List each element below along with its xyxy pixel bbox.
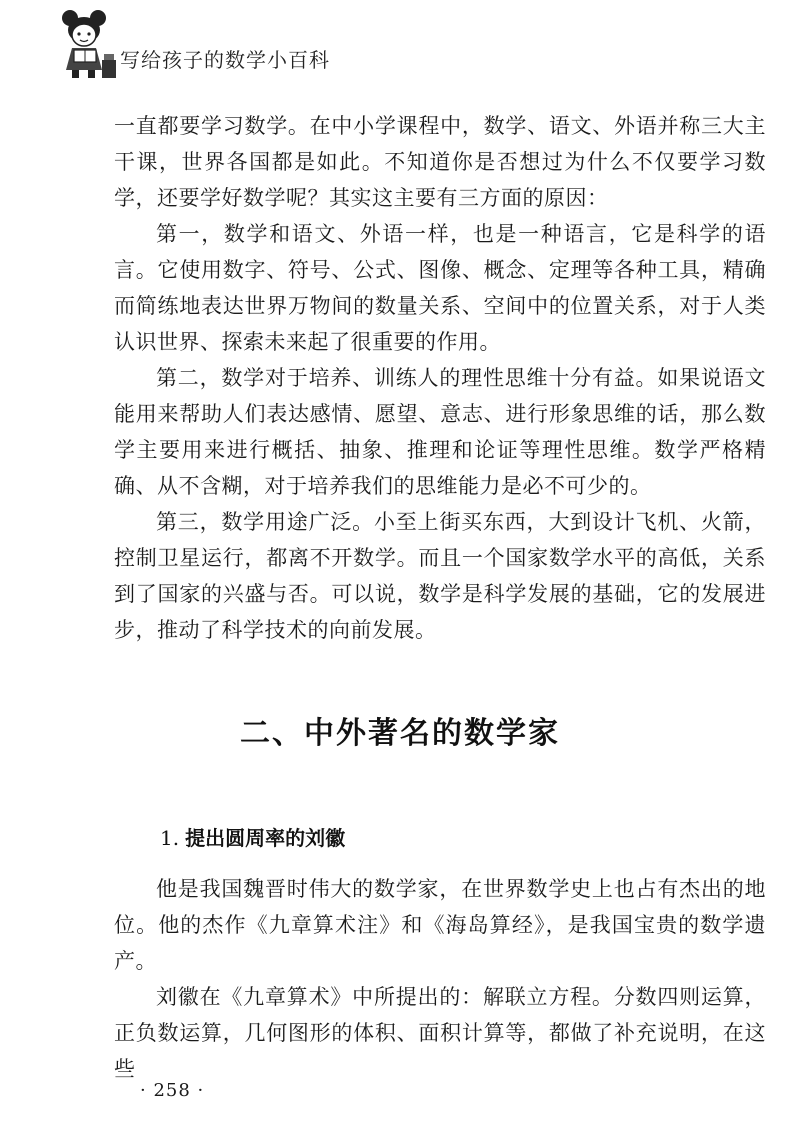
series-title: 写给孩子的数学小百科 [120,48,330,72]
paragraph-reason-3: 第三，数学用途广泛。小至上街买东西，大到设计飞机、火箭，控制卫星运行，都离不开数学。而且一个国家数学水平的高低，关系到了国家的兴盛与否。可以说，数学是科学发展的基础，它的发展进步，推动了科学技术的向前发展。 [114,510,766,642]
page-header [58,8,478,80]
page-number: · 258 · [140,1080,205,1101]
subsection-number: 1. [160,826,180,850]
section-title: 二、中外著名的数学家 [240,716,560,751]
paragraph-intro: 一直都要学习数学。在中小学课程中，数学、语文、外语并称三大主干课，世界各国都是如此。不知道你是否想过为什么不仅要学习数学，还要学好数学呢？其实这主要有三方面的原因： [114,114,766,210]
paragraph-reason-1: 第一，数学和语文、外语一样，也是一种语言，它是科学的语言。它使用数字、符号、公式、图像、概念、定理等各种工具，精确而简练地表达世界万物间的数量关系、空间中的位置关系，对于人类认识世界、探索未来起了很重要的作用。 [114,222,766,354]
subsection-title: 提出圆周率的刘徽 [185,826,346,850]
body-text-top [114,108,766,648]
paragraph-liuhui-2: 刘徽在《九章算术》中所提出的：解联立方程。分数四则运算，正负数运算，几何图形的体积、面积计算等，都做了补充说明，在这些 [114,985,766,1081]
paragraph-liuhui-1: 他是我国魏晋时伟大的数学家，在世界数学史上也占有杰出的地位。他的杰作《九章算术注》和《海岛算经》，是我国宝贵的数学遗产。 [114,877,766,973]
girl-reading-icon [58,8,120,80]
paragraph-reason-2: 第二，数学对于培养、训练人的理性思维十分有益。如果说语文能用来帮助人们表达感情、愿望、意志、进行形象思维的话，那么数学主要用来进行概括、抽象、推理和论证等理性思维。数学严格精确、从不含糊，对于培养我们的思维能力是必不可少的。 [114,366,766,498]
body-text-bottom [114,871,766,1087]
subsection-heading [160,822,345,851]
